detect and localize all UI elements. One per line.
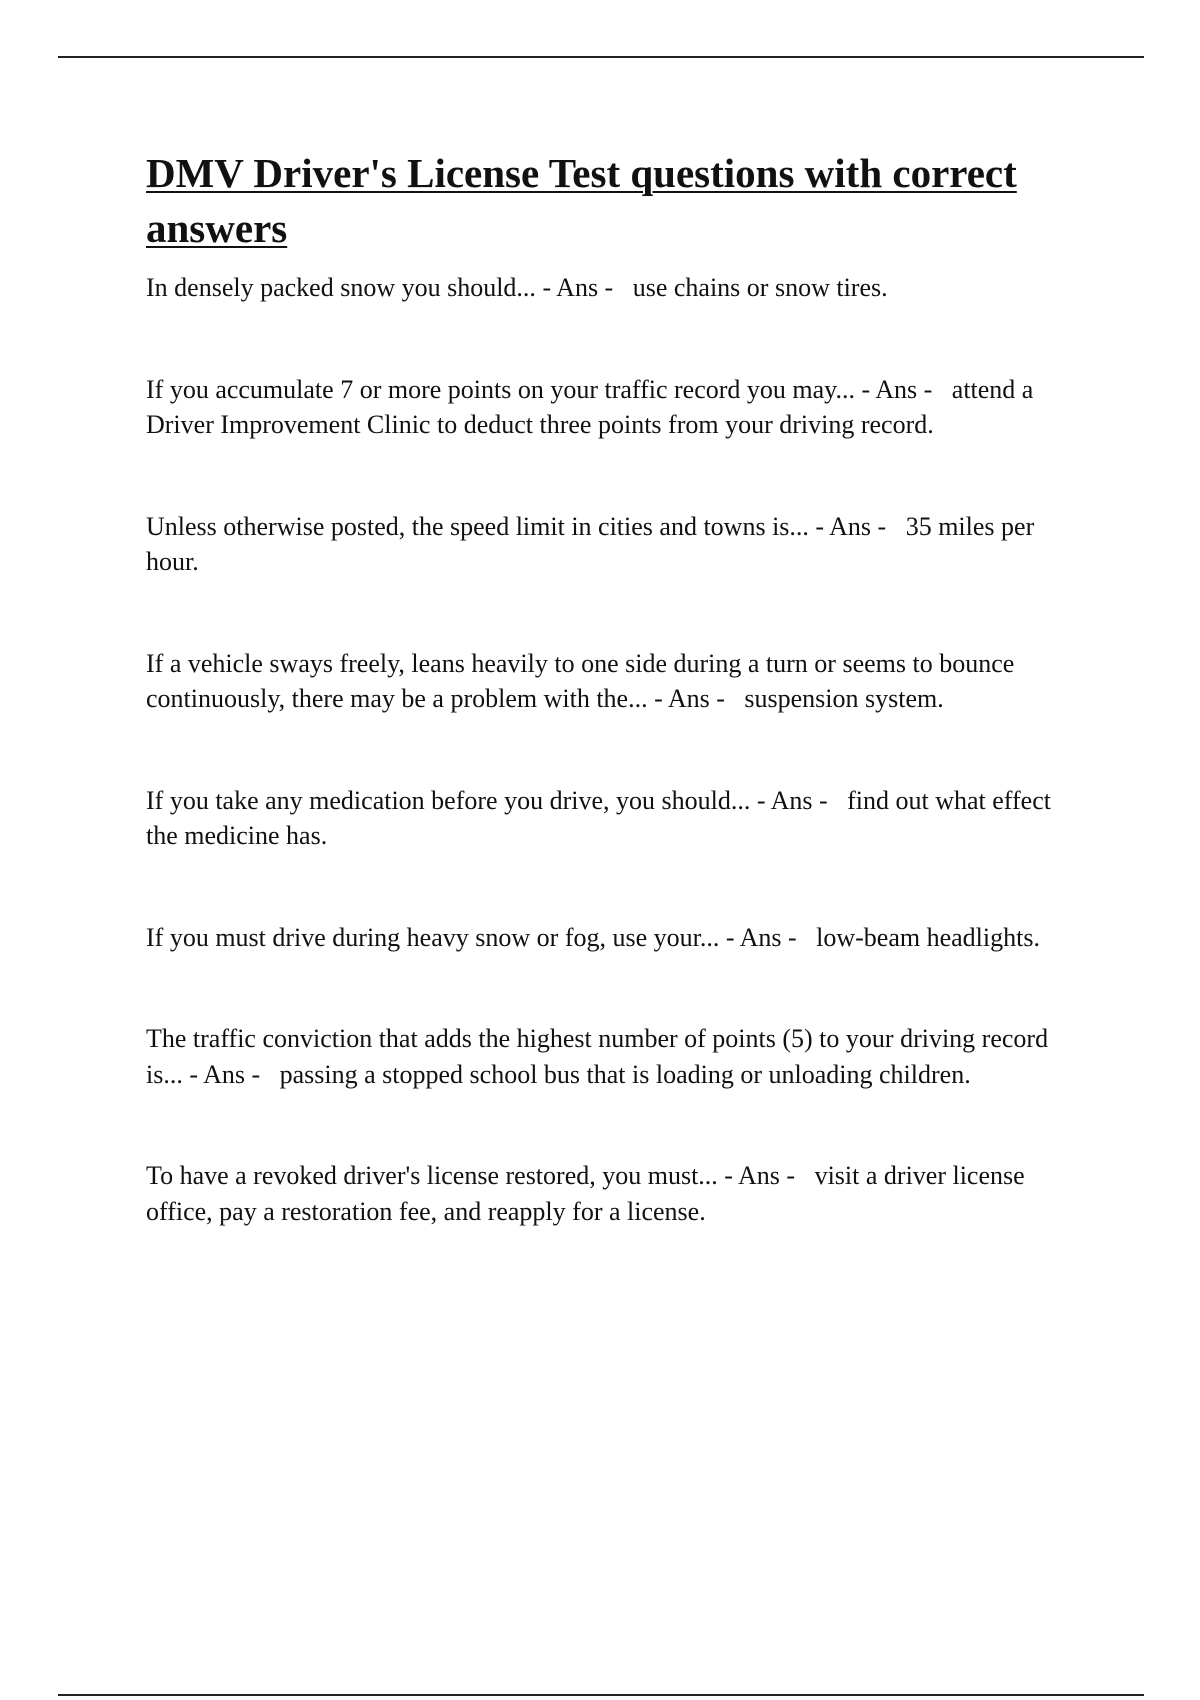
question-text: If a vehicle sways freely, leans heavily to one side during a turn or seems to bounce continuously, there may be a problem with the... bbox=[146, 648, 1015, 713]
qa-item bbox=[146, 1158, 1086, 1229]
question-text: To have a revoked driver's license restored, you must... bbox=[146, 1161, 718, 1190]
qa-item bbox=[146, 920, 1086, 956]
question-text: If you accumulate 7 or more points on your traffic record you may... bbox=[146, 374, 855, 404]
qa-item bbox=[146, 270, 1086, 306]
question-text: If you must drive during heavy snow or fog, use your... bbox=[146, 922, 720, 952]
question-text: In densely packed snow you should... bbox=[146, 273, 536, 302]
qa-item bbox=[146, 646, 1086, 717]
answer-text: attend a Driver Improvement Clinic to deduct three points from your driving record. bbox=[146, 374, 1034, 439]
qa-list bbox=[146, 270, 1086, 1229]
question-text: The traffic conviction that adds the highest number of points (5) to your driving record is... bbox=[146, 1024, 1049, 1089]
answer-separator: - Ans - bbox=[535, 273, 633, 302]
qa-item bbox=[146, 509, 1086, 580]
qa-item bbox=[146, 372, 1086, 443]
header-rule bbox=[58, 56, 1144, 58]
answer-text: find out what effect the medicine has. bbox=[146, 785, 1051, 850]
answer-separator: - Ans - bbox=[717, 1161, 815, 1190]
answer-separator: - Ans - bbox=[182, 1059, 280, 1089]
answer-separator: - Ans - bbox=[647, 684, 745, 713]
footer-rule bbox=[58, 1694, 1144, 1696]
answer-text: passing a stopped school bus that is loading or unloading children. bbox=[279, 1059, 971, 1089]
answer-text: use chains or snow tires. bbox=[632, 273, 888, 302]
answer-separator: - Ans - bbox=[855, 374, 952, 404]
answer-separator: - Ans - bbox=[719, 922, 817, 952]
qa-item bbox=[146, 1021, 1086, 1092]
document-title: DMV Driver's License Test questions with correct answers bbox=[146, 150, 1017, 251]
answer-text: visit a driver license office, pay a restoration fee, and reapply for a license. bbox=[146, 1161, 1025, 1226]
question-text: Unless otherwise posted, the speed limit in cities and towns is... bbox=[146, 511, 809, 541]
answer-separator: - Ans - bbox=[808, 511, 906, 541]
question-text: If you take any medication before you drive, you should... bbox=[146, 785, 751, 815]
answer-text: low-beam headlights. bbox=[816, 922, 1040, 952]
answer-separator: - Ans - bbox=[750, 785, 848, 815]
qa-item bbox=[146, 783, 1086, 854]
document-body bbox=[146, 146, 1086, 1295]
answer-text: 35 miles per hour. bbox=[146, 511, 1035, 576]
answer-text: suspension system. bbox=[744, 684, 944, 713]
